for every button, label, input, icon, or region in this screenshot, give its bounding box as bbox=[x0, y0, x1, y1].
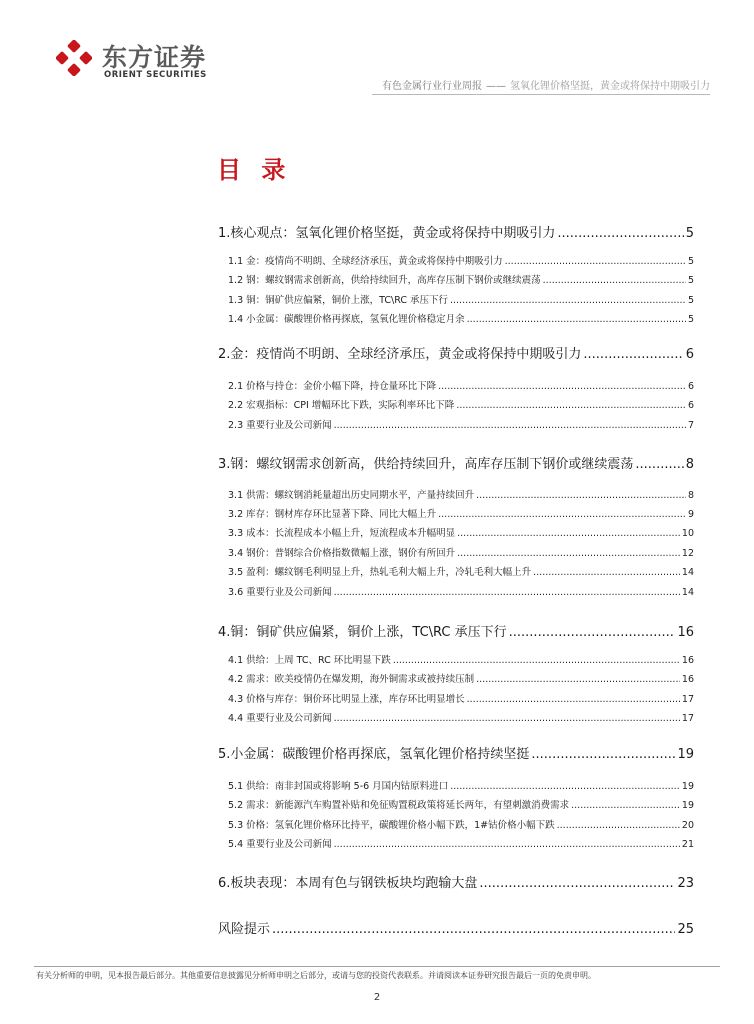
toc-entry-page: 20 bbox=[681, 820, 694, 831]
toc-entry-label: 5.1 供给：南非封国或将影响 5-6 月国内钴原料进口 bbox=[228, 781, 449, 792]
toc-entry-label: 2.金：疫情尚不明朗、全球经济承压，黄金或将保持中期吸引力 bbox=[218, 347, 582, 362]
toc-leader-dots bbox=[334, 713, 680, 724]
toc-section-entry[interactable] bbox=[218, 506, 694, 520]
toc-section-entry[interactable] bbox=[218, 525, 694, 539]
toc-section-entry[interactable] bbox=[218, 253, 694, 267]
toc-section-entry[interactable] bbox=[218, 417, 694, 431]
toc-entry-page: 14 bbox=[681, 587, 694, 598]
toc-leader-dots bbox=[467, 694, 680, 705]
toc-leader-dots bbox=[635, 457, 683, 472]
toc-leader-dots bbox=[543, 275, 686, 286]
toc-leader-dots bbox=[531, 747, 675, 762]
toc-entry-page: 19 bbox=[681, 800, 694, 811]
toc-entry-page: 6 bbox=[685, 347, 694, 362]
toc-chapter-entry[interactable] bbox=[218, 621, 694, 640]
toc-entry-label: 2.1 价格与持仓：金价小幅下降，持仓量环比下降 bbox=[228, 381, 437, 392]
toc-entry-page: 5 bbox=[687, 295, 694, 306]
toc-section-entry[interactable] bbox=[218, 778, 694, 792]
toc-section-entry[interactable] bbox=[218, 292, 694, 306]
toc-entry-page: 6 bbox=[687, 381, 694, 392]
toc-entry-label: 1.2 钢：螺纹钢需求创新高，供给持续回升，高库存压制下钢价或继续震荡 bbox=[228, 275, 541, 286]
toc-section-entry[interactable] bbox=[218, 397, 694, 411]
toc-entry-page: 8 bbox=[687, 490, 694, 501]
logo-name-cn: 东方证券 bbox=[102, 43, 207, 72]
toc-entry-label: 3.3 成本：长流程成本小幅上升，短流程成本升幅明显 bbox=[228, 528, 456, 539]
toc-entry-page: 23 bbox=[677, 876, 694, 891]
toc-entry-page: 17 bbox=[681, 694, 694, 705]
toc-entry-label: 5.小金属：碳酸锂价格再探底，氢氧化锂价格持续坚挺 bbox=[218, 747, 530, 762]
toc-entry-page: 12 bbox=[681, 548, 694, 559]
toc-leader-dots bbox=[457, 548, 680, 559]
toc-leader-dots bbox=[479, 876, 675, 891]
toc-leader-dots bbox=[450, 295, 686, 306]
toc-leader-dots bbox=[476, 490, 686, 501]
toc-section-entry[interactable] bbox=[218, 836, 694, 850]
footer-divider bbox=[34, 966, 720, 967]
toc-leader-dots bbox=[583, 347, 683, 362]
toc-section-entry[interactable] bbox=[218, 487, 694, 501]
toc-leader-dots bbox=[438, 381, 686, 392]
toc-entry-page: 5 bbox=[687, 275, 694, 286]
toc-entry-label: 5.4 重要行业及公司新闻 bbox=[228, 839, 332, 850]
toc-chapter-entry[interactable] bbox=[218, 453, 694, 472]
toc-entry-page: 10 bbox=[681, 528, 694, 539]
toc-leader-dots bbox=[393, 655, 680, 666]
toc-entry-page: 19 bbox=[681, 781, 694, 792]
toc-entry-label: 1.核心观点：氢氧化锂价格坚挺，黄金或将保持中期吸引力 bbox=[218, 226, 556, 241]
toc-entry-label: 3.2 库存：钢材库存环比显著下降、同比大幅上升 bbox=[228, 509, 437, 520]
toc-entry-page: 6 bbox=[687, 400, 694, 411]
toc-chapter-entry[interactable] bbox=[218, 872, 694, 891]
toc-leader-dots bbox=[476, 674, 680, 685]
footer-disclaimer: 有关分析师的申明，见本报告最后部分。其他重要信息披露见分析师申明之后部分，或请与您的投资代表联系。并请阅读本证券研究报告最后一页的免责申明。 bbox=[36, 971, 596, 980]
toc-section-entry[interactable] bbox=[218, 691, 694, 705]
toc-leader-dots bbox=[557, 226, 683, 241]
toc-entry-label: 3.钢：螺纹钢需求创新高，供给持续回升，高库存压制下钢价或继续震荡 bbox=[218, 457, 634, 472]
toc-entry-page: 16 bbox=[681, 655, 694, 666]
toc-entry-page: 17 bbox=[681, 713, 694, 724]
toc-section-entry[interactable] bbox=[218, 272, 694, 286]
logo-name-en: ORIENT SECURITIES bbox=[104, 70, 207, 80]
toc-entry-label: 4.4 重要行业及公司新闻 bbox=[228, 713, 332, 724]
toc-entry-label: 4.铜：铜矿供应偏紧，铜价上涨，TC\RC 承压下行 bbox=[218, 625, 507, 640]
report-type: 有色金属行业行业周报 bbox=[382, 81, 482, 92]
toc-leader-dots bbox=[450, 781, 680, 792]
toc-leader-dots bbox=[456, 400, 686, 411]
toc-section-entry[interactable] bbox=[218, 710, 694, 724]
toc-entry-label: 4.2 需求：欧美疫情仍在爆发期，海外铜需求或被持续压制 bbox=[228, 674, 475, 685]
toc-section-entry[interactable] bbox=[218, 564, 694, 578]
toc-section-entry[interactable] bbox=[218, 584, 694, 598]
toc-entry-label: 3.5 盈利：螺纹钢毛利明显上升，热轧毛利大幅上升，冷轧毛利大幅上升 bbox=[228, 567, 532, 578]
toc-entry-page: 16 bbox=[677, 625, 694, 640]
toc-section-entry[interactable] bbox=[218, 652, 694, 666]
toc-chapter-entry[interactable] bbox=[218, 222, 694, 241]
toc-entry-page: 9 bbox=[687, 509, 694, 520]
toc-entry-label: 3.6 重要行业及公司新闻 bbox=[228, 587, 332, 598]
toc-section-entry[interactable] bbox=[218, 817, 694, 831]
toc-leader-dots bbox=[438, 509, 686, 520]
toc-title: 目 录 bbox=[217, 156, 292, 184]
toc-entry-page: 5 bbox=[687, 314, 694, 325]
toc-entry-label: 6.板块表现：本周有色与钢铁板块均跑输大盘 bbox=[218, 876, 478, 891]
toc-leader-dots bbox=[505, 256, 686, 267]
toc-chapter-entry[interactable] bbox=[218, 918, 694, 937]
toc-leader-dots bbox=[467, 314, 686, 325]
toc-entry-page: 5 bbox=[687, 256, 694, 267]
toc-entry-label: 1.4 小金属：碳酸锂价格再探底，氢氧化锂价格稳定月余 bbox=[228, 314, 465, 325]
toc-leader-dots bbox=[557, 820, 680, 831]
report-subtitle: 氢氧化锂价格坚挺，黄金或将保持中期吸引力 bbox=[510, 81, 710, 92]
toc-entry-label: 5.3 价格：氢氧化锂价格环比持平，碳酸锂价格小幅下跌，1#钴价格小幅下跌 bbox=[228, 820, 555, 831]
toc-leader-dots bbox=[509, 625, 676, 640]
toc-entry-label: 3.4 钢价：普钢综合价格指数微幅上涨，钢价有所回升 bbox=[228, 548, 456, 559]
toc-entry-label: 4.3 价格与库存：铜价环比明显上涨，库存环比明显增长 bbox=[228, 694, 465, 705]
company-logo bbox=[40, 38, 240, 88]
toc-leader-dots bbox=[533, 567, 680, 578]
toc-entry-label: 2.3 重要行业及公司新闻 bbox=[228, 420, 332, 431]
toc-entry-label: 2.2 宏观指标：CPI 增幅环比下跌，实际利率环比下降 bbox=[228, 400, 455, 411]
toc-entry-page: 8 bbox=[685, 457, 694, 472]
toc-chapter-entry[interactable] bbox=[218, 343, 694, 362]
toc-entry-page: 5 bbox=[685, 226, 694, 241]
toc-entry-label: 4.1 供给：上周 TC、RC 环比明显下跌 bbox=[228, 655, 391, 666]
toc-entry-label: 3.1 供需：螺纹钢消耗量超出历史同期水平，产量持续回升 bbox=[228, 490, 475, 501]
header-divider bbox=[372, 94, 710, 95]
toc-leader-dots bbox=[457, 528, 680, 539]
toc-section-entry[interactable] bbox=[218, 545, 694, 559]
toc-section-entry[interactable] bbox=[218, 797, 694, 811]
toc-entry-label: 风险提示 bbox=[218, 922, 271, 937]
toc-leader-dots bbox=[571, 800, 680, 811]
toc-leader-dots bbox=[334, 420, 686, 431]
toc-entry-page: 19 bbox=[677, 747, 694, 762]
toc-entry-label: 5.2 需求：新能源汽车购置补贴和免征购置税政策将延长两年，有望刺激消费需求 bbox=[228, 800, 570, 811]
orient-securities-logo-icon bbox=[56, 40, 92, 76]
toc-entry-page: 25 bbox=[677, 922, 694, 937]
toc-entry-page: 14 bbox=[681, 567, 694, 578]
toc-section-entry[interactable] bbox=[218, 311, 694, 325]
toc-entry-page: 7 bbox=[687, 420, 694, 431]
header-separator: —— bbox=[486, 81, 506, 92]
page-number: 2 bbox=[373, 992, 381, 1003]
toc-leader-dots bbox=[334, 839, 680, 850]
toc-section-entry[interactable] bbox=[218, 378, 694, 392]
toc-leader-dots bbox=[334, 587, 680, 598]
toc-entry-page: 21 bbox=[681, 839, 694, 850]
report-header bbox=[382, 77, 710, 92]
toc-entry-label: 1.1 金：疫情尚不明朗、全球经济承压，黄金或将保持中期吸引力 bbox=[228, 256, 503, 267]
toc-leader-dots bbox=[272, 922, 675, 937]
toc-entry-label: 1.3 铜：铜矿供应偏紧，铜价上涨，TC\RC 承压下行 bbox=[228, 295, 448, 306]
toc-chapter-entry[interactable] bbox=[218, 743, 694, 762]
toc-entry-page: 16 bbox=[681, 674, 694, 685]
toc-section-entry[interactable] bbox=[218, 671, 694, 685]
